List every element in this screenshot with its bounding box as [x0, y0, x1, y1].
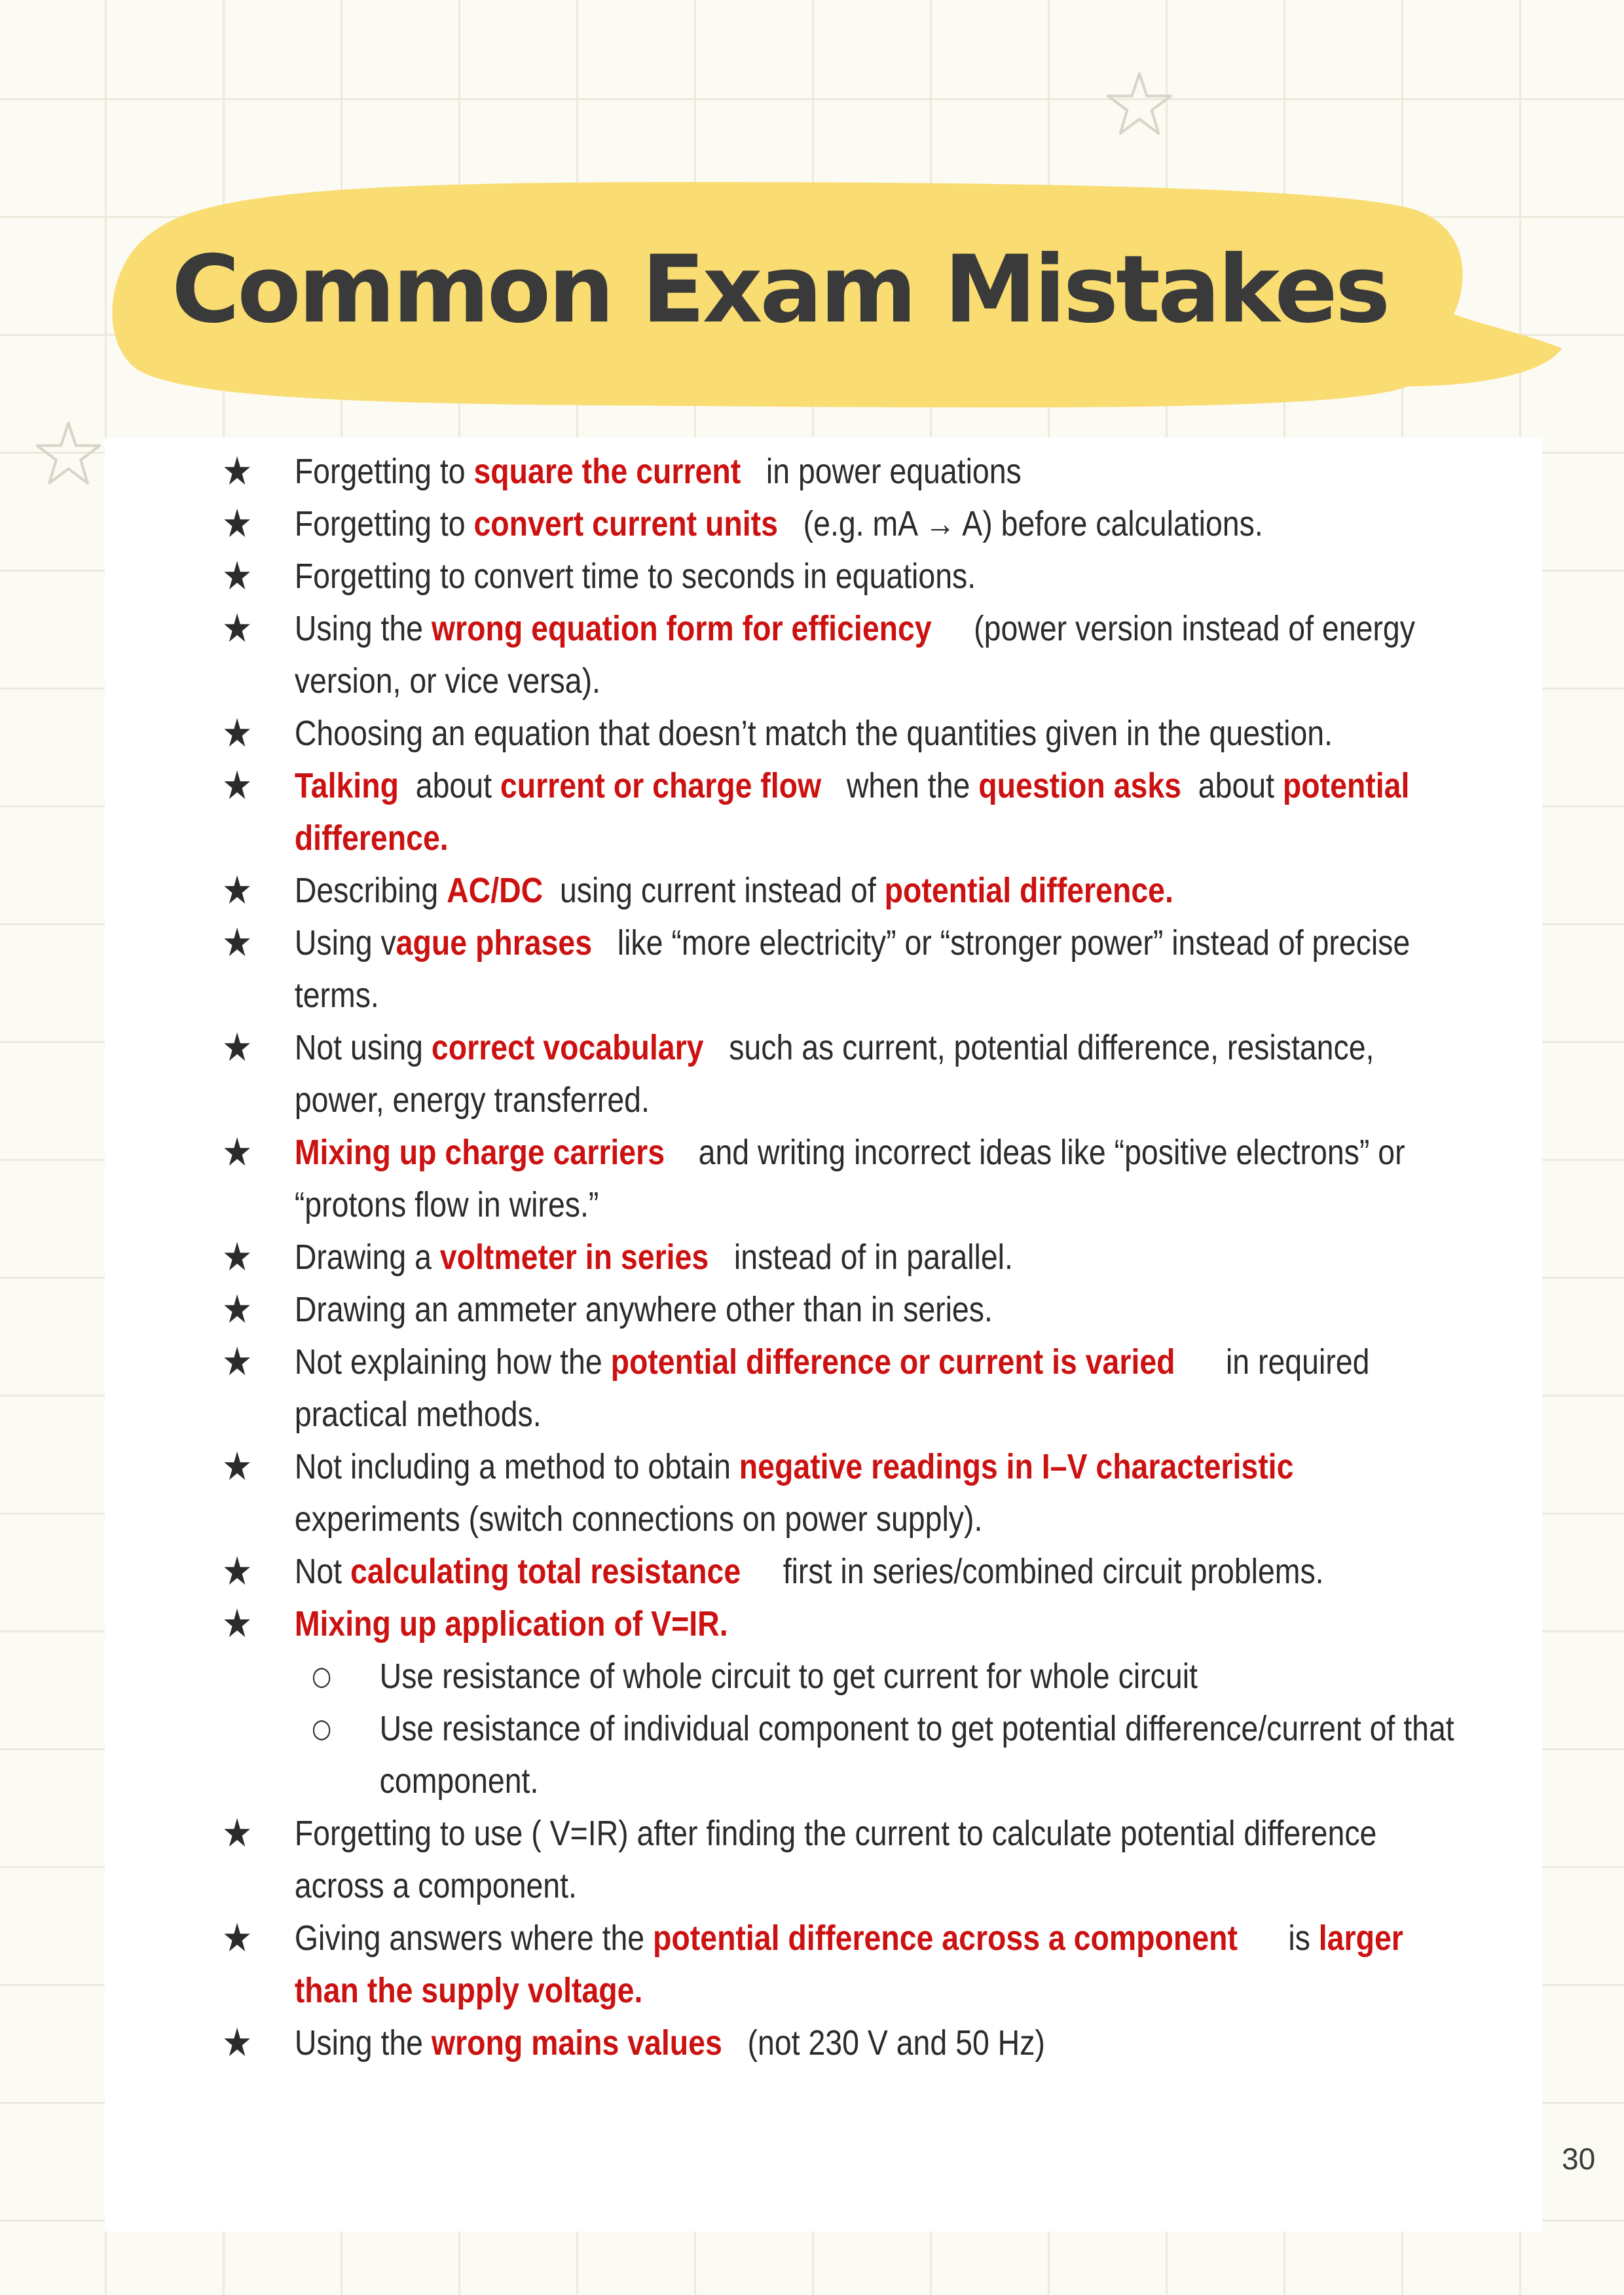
item-text: and writing incorrect ideas like “positive electrons” or “protons flow in wires.” [294, 1133, 1414, 1224]
item-text: first in series/combined circuit problems. [741, 1552, 1324, 1591]
item-text: Drawing a [294, 1238, 440, 1277]
list-item [105, 1336, 1483, 1441]
item-text: Not using [294, 1028, 432, 1067]
item-text: Using v [294, 923, 396, 963]
list-item [105, 1021, 1483, 1126]
highlighted-text: AC/DC [447, 871, 544, 910]
sub-list-item [105, 1702, 1568, 1807]
mistake-list [105, 445, 1542, 2069]
star-bullet-icon: ★ [221, 501, 253, 547]
list-item [105, 917, 1483, 1021]
list-item [105, 2017, 1483, 2069]
highlighted-text: ague phrases [396, 923, 593, 963]
list-item [105, 1545, 1483, 1598]
item-text: Describing [294, 871, 447, 910]
item-text: (not 230 V and 50 Hz) [722, 2023, 1045, 2063]
list-item [105, 1807, 1483, 1912]
highlighted-text: voltmeter in series [439, 1238, 709, 1277]
item-text: Use resistance of whole circuit to get current for whole circuit [379, 1657, 1198, 1696]
star-bullet-icon: ★ [221, 920, 253, 966]
item-text: is [1237, 1919, 1319, 1958]
list-item [105, 602, 1483, 707]
highlighted-text: correct vocabulary [431, 1028, 704, 1067]
item-text: about [398, 766, 500, 805]
item-text: Using the [294, 609, 432, 648]
item-text: Choosing an equation that doesn’t match the quantities given in the question. [294, 714, 1333, 753]
highlighted-text: current or charge flow [500, 766, 822, 805]
item-text: like “more electricity” or “stronger power” instead of precise terms. [294, 923, 1419, 1015]
list-item [105, 1598, 1483, 1650]
item-text: Forgetting to [294, 504, 474, 543]
highlighted-text: question asks [978, 766, 1181, 805]
star-bullet-icon: ★ [221, 1444, 253, 1490]
list-item [105, 864, 1483, 917]
highlighted-text: larger than the supply voltage. [294, 1919, 1412, 2010]
star-bullet-icon: ★ [221, 553, 253, 599]
list-item [105, 1231, 1483, 1283]
item-text: Forgetting to [294, 452, 474, 491]
item-text: using current instead of [543, 871, 885, 910]
list-item [105, 1126, 1483, 1231]
star-outline-icon [34, 420, 103, 486]
highlighted-text: negative readings in I–V characteristic [739, 1447, 1294, 1486]
highlighted-text: Mixing up charge carriers [294, 1133, 665, 1172]
item-text: Not [294, 1552, 351, 1591]
circle-bullet-icon: ○ [312, 1714, 332, 1744]
highlighted-text: square the current [473, 452, 741, 491]
page-number: 30 [1562, 2142, 1596, 2176]
highlighted-text: wrong mains values [431, 2023, 722, 2063]
star-outline-icon [1103, 71, 1175, 136]
star-bullet-icon: ★ [221, 1234, 253, 1280]
item-text: Use resistance of individual component to get potential difference/current of that component. [379, 1709, 1463, 1801]
star-bullet-icon: ★ [221, 1601, 253, 1647]
sub-list-item [105, 1650, 1568, 1702]
highlighted-text: potential difference or current is varied [610, 1342, 1175, 1382]
item-text: experiments (switch connections on power supply). [294, 1447, 1320, 1539]
item-text: about [1181, 766, 1283, 805]
list-item [105, 445, 1483, 498]
item-text: Using the [294, 2023, 432, 2063]
list-item [105, 550, 1483, 602]
highlighted-text: potential difference across a component [653, 1919, 1238, 1958]
item-text: Giving answers where the [294, 1919, 654, 1958]
star-bullet-icon: ★ [221, 1549, 253, 1594]
highlighted-text: calculating total resistance [350, 1552, 741, 1591]
item-text: Forgetting to use ( V=IR) after finding the current to calculate potential difference across a component. [294, 1814, 1386, 1905]
item-text: (e.g. mA → A) before calculations. [777, 504, 1263, 543]
star-bullet-icon: ★ [221, 1339, 253, 1385]
highlighted-text: Mixing up application of V=IR. [294, 1604, 728, 1643]
item-text: Drawing an ammeter anywhere other than in series. [294, 1290, 993, 1329]
star-bullet-icon: ★ [221, 1915, 253, 1961]
star-bullet-icon: ★ [221, 1810, 253, 1856]
item-text: Not explaining how the [294, 1342, 611, 1382]
page-title: Common Exam Mistakes [172, 236, 1388, 344]
star-bullet-icon: ★ [221, 449, 253, 494]
highlighted-text: potential difference. [294, 766, 1418, 858]
star-bullet-icon: ★ [221, 868, 253, 913]
star-bullet-icon: ★ [221, 710, 253, 756]
highlighted-text: Talking [294, 766, 399, 805]
list-item [105, 1912, 1483, 2017]
list-item [105, 498, 1483, 550]
star-bullet-icon: ★ [221, 763, 253, 809]
item-text: Not including a method to obtain [294, 1447, 739, 1486]
item-text: Forgetting to convert time to seconds in equations. [294, 557, 976, 596]
item-text: instead of in parallel. [709, 1238, 1013, 1277]
list-item [105, 707, 1483, 760]
highlighted-text: potential difference. [884, 871, 1173, 910]
list-item [105, 1441, 1483, 1545]
item-text: when the [821, 766, 979, 805]
item-text: in power equations [741, 452, 1022, 491]
star-bullet-icon: ★ [221, 1129, 253, 1175]
item-text: in required practical methods. [294, 1342, 1378, 1434]
item-text: (power version instead of energy version, or vice versa). [294, 609, 1424, 701]
star-bullet-icon: ★ [221, 1025, 253, 1071]
star-bullet-icon: ★ [221, 2020, 253, 2066]
list-item [105, 1283, 1483, 1336]
star-bullet-icon: ★ [221, 1287, 253, 1332]
circle-bullet-icon: ○ [312, 1661, 332, 1691]
highlighted-text: convert current units [473, 504, 778, 543]
highlighted-text: wrong equation form for efficiency [431, 609, 932, 648]
content-panel [105, 437, 1542, 2231]
item-text: such as current, potential difference, resistance, power, energy transferred. [294, 1028, 1383, 1120]
list-item [105, 760, 1483, 864]
star-bullet-icon: ★ [221, 606, 253, 652]
